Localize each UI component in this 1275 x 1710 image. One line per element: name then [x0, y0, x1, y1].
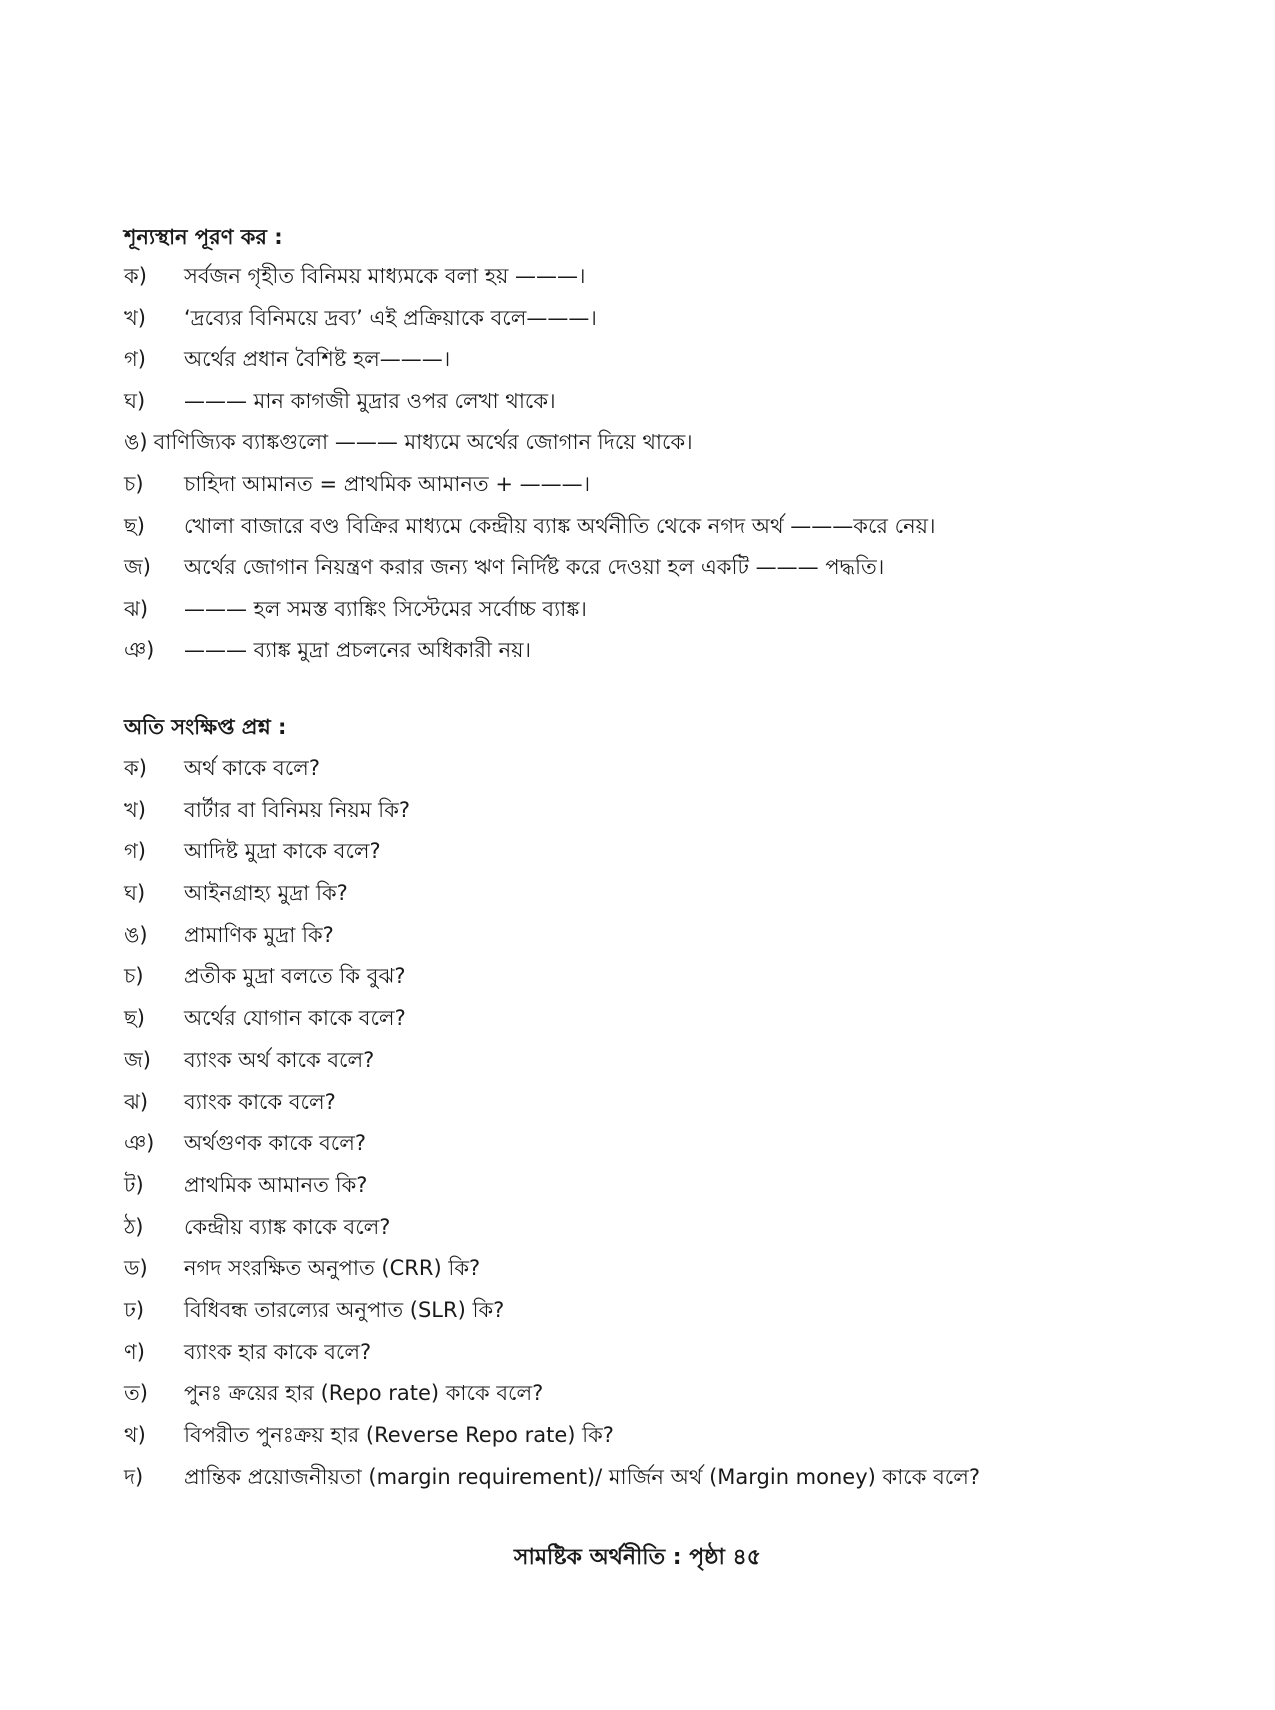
list-item	[124, 630, 1164, 672]
item-marker: ঙ)	[124, 430, 148, 455]
item-marker: ঝ)	[124, 1089, 149, 1114]
item-marker: ঘ)	[124, 388, 146, 413]
item-marker: খ)	[124, 305, 146, 330]
short-questions-section	[124, 712, 1164, 1498]
item-marker: চ)	[124, 964, 144, 989]
item-marker: ঞ)	[124, 1131, 155, 1156]
list-item	[124, 1290, 1164, 1332]
list-item	[124, 1040, 1164, 1082]
list-item	[124, 506, 1164, 548]
list-item	[124, 748, 1164, 790]
list-item	[124, 1123, 1164, 1165]
list-item	[124, 790, 1164, 832]
item-text: আইনগ্রাহ্য মুদ্রা কি?	[184, 881, 348, 906]
item-text: বার্টার বা বিনিময় নিয়ম কি?	[184, 797, 411, 822]
item-text: ব্যাংক কাকে বলে?	[184, 1089, 336, 1114]
item-marker: ঞ)	[124, 638, 155, 663]
item-text: পুনঃ ক্রয়ের হার (Repo rate) কাকে বলে?	[184, 1381, 544, 1406]
list-item	[124, 1165, 1164, 1207]
item-text: প্রামাণিক মুদ্রা কি?	[184, 922, 334, 947]
list-item	[124, 547, 1164, 589]
item-text: অর্থের জোগান নিয়ন্ত্রণ করার জন্য ঋণ নির্দিষ্ট করে দেওয়া হল একটি ——— পদ্ধতি।	[184, 555, 885, 580]
item-marker: চ)	[124, 471, 144, 496]
list-item	[124, 298, 1164, 340]
item-marker: ছ)	[124, 513, 145, 538]
list-item	[124, 831, 1164, 873]
item-marker: দ)	[124, 1464, 144, 1489]
item-marker: ক)	[124, 264, 147, 288]
item-marker: ঢ)	[124, 1297, 145, 1322]
item-text: খোলা বাজারে বণ্ড বিক্রির মাধ্যমে কেন্দ্রীয় ব্যাঙ্ক অর্থনীতি থেকে নগদ অর্থ ———করে নেয়।	[184, 513, 936, 538]
list-item	[124, 1248, 1164, 1290]
list-item	[124, 256, 1164, 298]
fill-in-the-blanks-section	[124, 222, 1164, 672]
list-item	[124, 1373, 1164, 1415]
list-item	[124, 915, 1164, 957]
item-marker: গ)	[124, 347, 146, 372]
item-text: ——— হল সমস্ত ব্যাঙ্কিং সিস্টেমের সর্বোচ্চ ব্যাঙ্ক।	[184, 596, 587, 621]
item-text: ‘দ্রব্যের বিনিময়ে দ্রব্য’ এই প্রক্রিয়াকে বলে———।	[184, 305, 597, 330]
page-footer: সামষ্টিক অর্থনীতি : পৃষ্ঠা ৪৫	[513, 1545, 762, 1570]
list-item	[124, 1082, 1164, 1124]
list-item	[124, 873, 1164, 915]
item-marker: ড)	[124, 1256, 148, 1281]
item-text: অর্থগুণক কাকে বলে?	[184, 1131, 366, 1156]
list-item	[124, 464, 1164, 506]
item-text: প্রাথমিক আমানত কি?	[184, 1172, 368, 1197]
item-text: আদিষ্ট মুদ্রা কাকে বলে?	[184, 839, 381, 864]
item-marker: ট)	[124, 1172, 144, 1197]
item-text: বিপরীত পুনঃক্রয় হার (Reverse Repo rate) কি?	[184, 1423, 614, 1447]
item-text: সর্বজন গৃহীত বিনিময় মাধ্যমকে বলা হয় ———।	[184, 264, 586, 288]
list-item	[124, 1207, 1164, 1249]
item-text: নগদ সংরক্ষিত অনুপাত (CRR) কি?	[184, 1256, 481, 1281]
list-item	[124, 1332, 1164, 1374]
item-marker: জ)	[124, 555, 151, 580]
item-marker: ণ)	[124, 1339, 145, 1364]
item-marker: ঠ)	[124, 1214, 144, 1239]
list-item	[124, 1415, 1164, 1457]
item-marker: ত)	[124, 1381, 148, 1406]
item-text: অর্থের প্রধান বৈশিষ্ট হল———।	[184, 347, 451, 372]
item-text: প্রতীক মুদ্রা বলতে কি বুঝ?	[184, 964, 406, 989]
item-text: অর্থের যোগান কাকে বলে?	[184, 1006, 406, 1031]
item-marker: ঙ)	[124, 922, 148, 947]
section-heading: শূন্যস্থান পূরণ কর :	[124, 225, 283, 249]
item-text: ——— মান কাগজী মুদ্রার ওপর লেখা থাকে।	[184, 388, 556, 413]
item-text: কেন্দ্রীয় ব্যাঙ্ক কাকে বলে?	[184, 1214, 391, 1239]
list-item	[124, 339, 1164, 381]
item-text: প্রান্তিক প্রয়োজনীয়তা (margin requirement)/ মার্জিন অর্থ (Margin money) কাকে বলে?	[184, 1464, 981, 1489]
item-text: বাণিজ্যিক ব্যাঙ্কগুলো ——— মাধ্যমে অর্থের জোগান দিয়ে থাকে।	[153, 430, 693, 455]
item-text: ব্যাংক অর্থ কাকে বলে?	[184, 1047, 375, 1072]
item-marker: ঝ)	[124, 596, 149, 621]
item-text: অর্থ কাকে বলে?	[184, 756, 320, 780]
list-item	[124, 381, 1164, 423]
item-marker: গ)	[124, 839, 146, 864]
list-item	[124, 422, 1164, 464]
item-marker: ছ)	[124, 1006, 145, 1031]
item-text: ——— ব্যাঙ্ক মুদ্রা প্রচলনের অধিকারী নয়।	[184, 638, 531, 663]
list-item	[124, 998, 1164, 1040]
section-heading: অতি সংক্ষিপ্ত প্রশ্ন :	[124, 715, 287, 739]
item-text: ব্যাংক হার কাকে বলে?	[184, 1339, 372, 1364]
list-item	[124, 956, 1164, 998]
item-text: চাহিদা আমানত = প্রাথমিক আমানত + ———।	[184, 471, 591, 496]
list-item	[124, 589, 1164, 631]
item-marker: জ)	[124, 1047, 151, 1072]
item-marker: ঘ)	[124, 881, 146, 906]
item-marker: থ)	[124, 1423, 146, 1447]
item-marker: খ)	[124, 797, 146, 822]
item-text: বিধিবন্ধ তারল্যের অনুপাত (SLR) কি?	[184, 1297, 505, 1322]
item-marker: ক)	[124, 756, 147, 780]
list-item	[124, 1457, 1164, 1499]
